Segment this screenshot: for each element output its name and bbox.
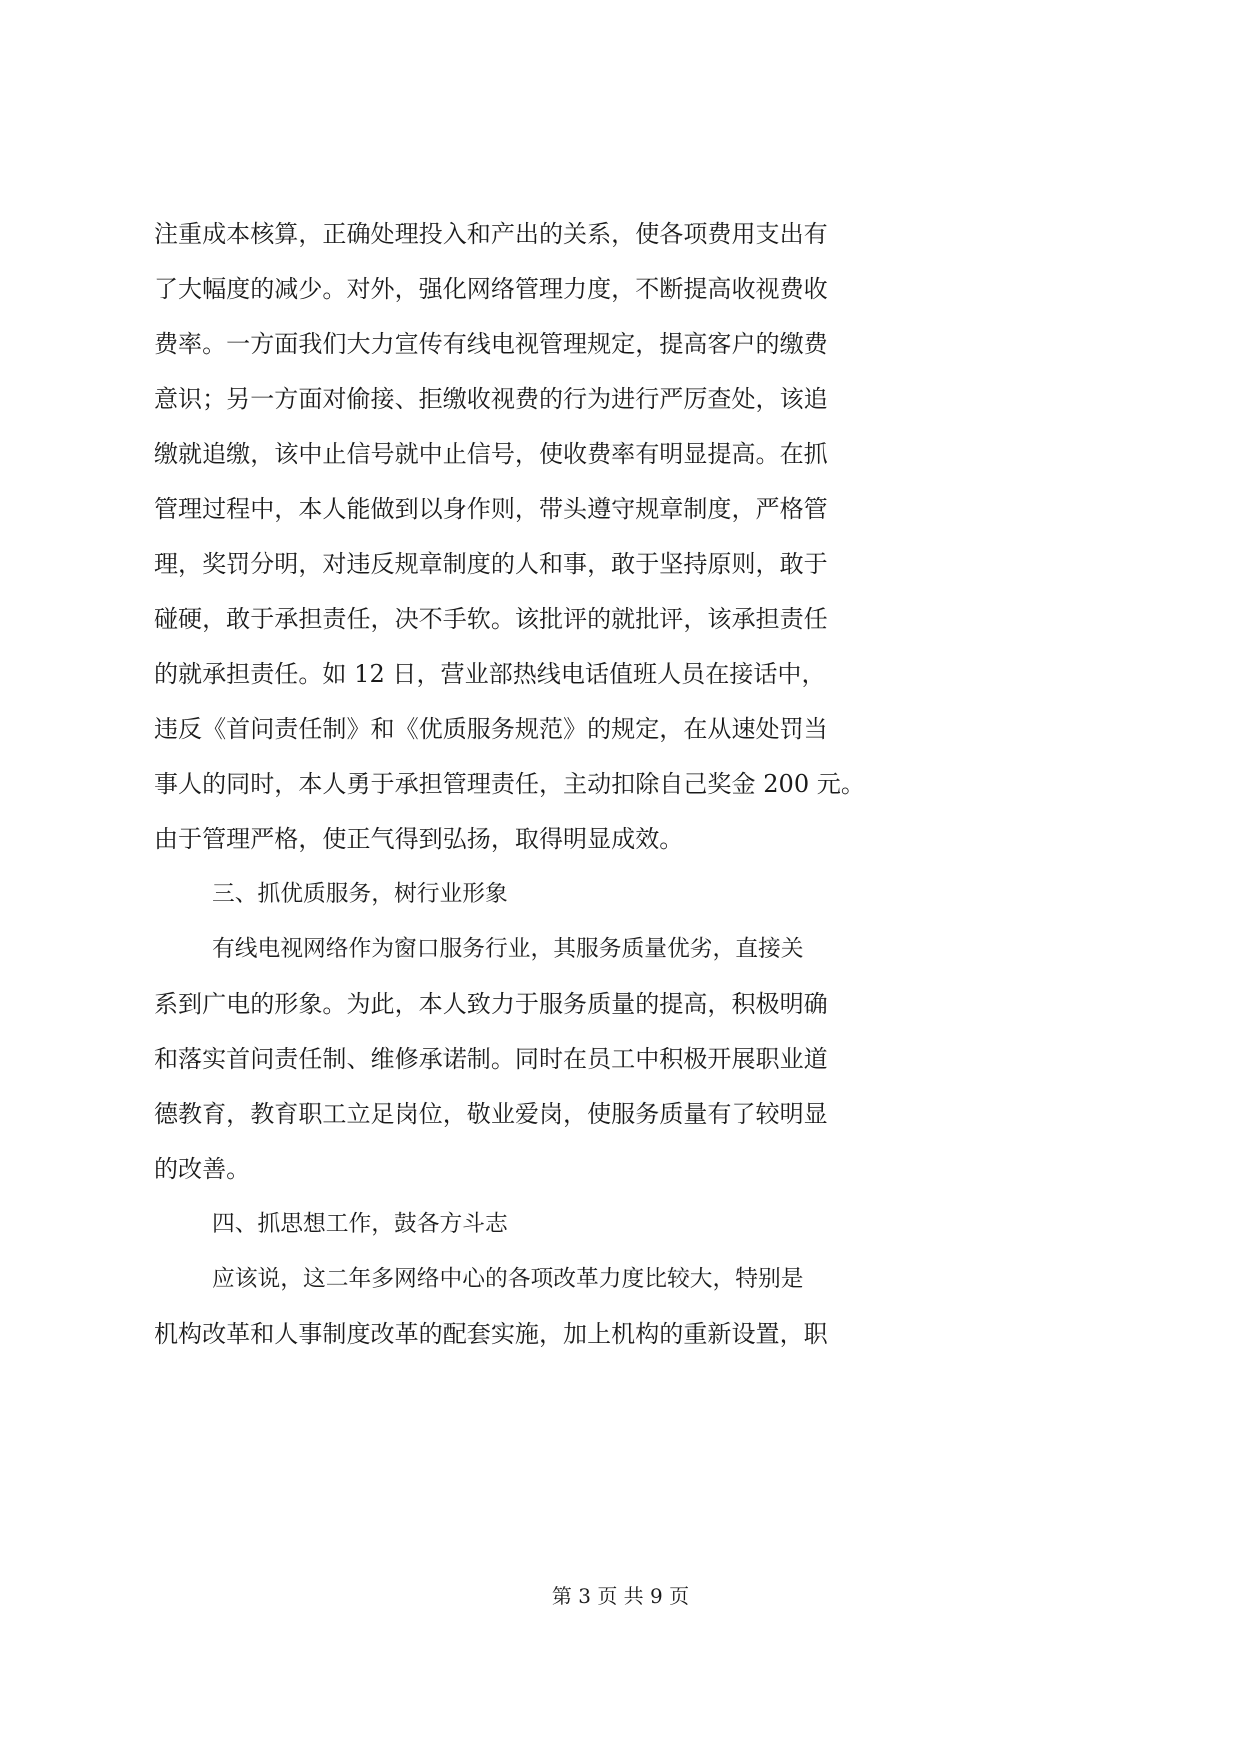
body-text-line: 违反《首问责任制》和《优质服务规范》的规定，在从速处罚当 <box>154 715 828 743</box>
section-heading: 四、抓思想工作，鼓各方斗志 <box>212 1211 508 1237</box>
body-text-line: 的改善。 <box>154 1155 251 1183</box>
body-text-line: 理，奖罚分明，对违反规章制度的人和事，敢于坚持原则，敢于 <box>154 550 828 578</box>
body-text-line: 注重成本核算，正确处理投入和产出的关系，使各项费用支出有 <box>154 220 828 248</box>
body-text-line: 和落实首问责任制、维修承诺制。同时在员工中积极开展职业道 <box>154 1045 828 1073</box>
body-text-line: 机构改革和人事制度改革的配套实施，加上机构的重新设置，职 <box>154 1320 828 1348</box>
body-text-line: 缴就追缴，该中止信号就中止信号，使收费率有明显提高。在抓 <box>154 440 828 468</box>
body-text-line: 应该说，这二年多网络中心的各项改革力度比较大，特别是 <box>212 1266 804 1292</box>
body-text-line: 了大幅度的减少。对外，强化网络管理力度，不断提高收视费收 <box>154 275 828 303</box>
body-text-line: 费率。一方面我们大力宣传有线电视管理规定，提高客户的缴费 <box>154 330 828 358</box>
page-number-footer: 第 3 页 共 9 页 <box>551 1584 690 1608</box>
body-text-line: 德教育，教育职工立足岗位，敬业爱岗，使服务质量有了较明显 <box>154 1100 828 1128</box>
body-text-line: 的就承担责任。如 12 日，营业部热线电话值班人员在接话中， <box>154 660 826 688</box>
body-text-line: 由于管理严格，使正气得到弘扬，取得明显成效。 <box>154 825 684 853</box>
body-text-line: 有线电视网络作为窗口服务行业，其服务质量优劣，直接关 <box>212 936 804 962</box>
body-text-line: 事人的同时，本人勇于承担管理责任，主动扣除自己奖金 200 元。 <box>154 770 865 798</box>
body-text-line: 碰硬，敢于承担责任，决不手软。该批评的就批评，该承担责任 <box>154 605 828 633</box>
section-heading: 三、抓优质服务，树行业形象 <box>212 881 508 907</box>
body-text-line: 系到广电的形象。为此，本人致力于服务质量的提高，积极明确 <box>154 990 828 1018</box>
body-text-line: 管理过程中，本人能做到以身作则，带头遵守规章制度，严格管 <box>154 495 828 523</box>
body-text-line: 意识；另一方面对偷接、拒缴收视费的行为进行严厉查处，该追 <box>154 385 828 413</box>
